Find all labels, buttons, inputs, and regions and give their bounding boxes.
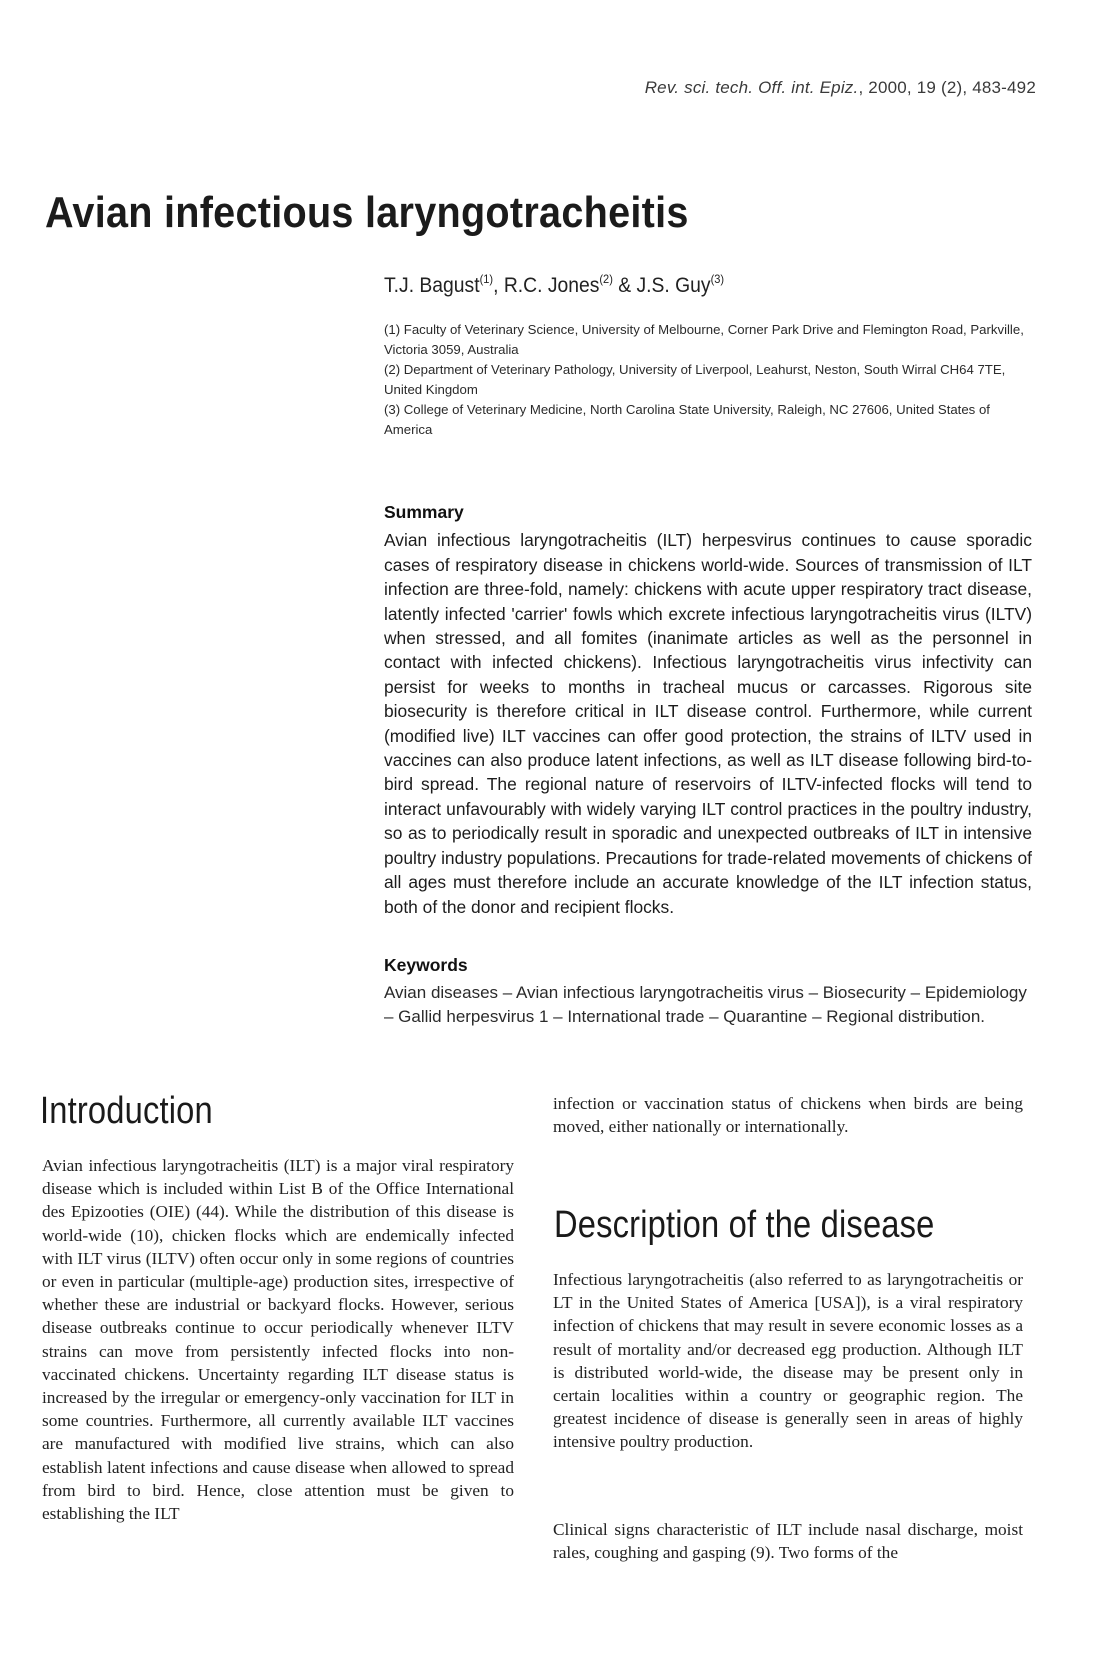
author-name: , R.C. Jones: [493, 274, 600, 297]
author-name: T.J. Bagust: [384, 274, 480, 297]
affiliation-item: (2) Department of Veterinary Pathology, University of Liverpool, Leahurst, Neston, South Wirral CH64 7TE, United Kingdom: [384, 362, 1006, 397]
keywords-heading: Keywords: [384, 955, 468, 975]
citation-details: , 2000, 19 (2), 483-492: [858, 78, 1036, 97]
introduction-heading: Introduction: [40, 1090, 213, 1132]
author-list: [384, 272, 724, 298]
affiliation-marker: (3): [710, 272, 725, 286]
affiliations: [384, 320, 1024, 440]
introduction-continuation: infection or vaccination status of chickens when birds are being moved, either nationally or internationally.: [553, 1094, 1023, 1137]
keywords-section: [384, 953, 1032, 1029]
journal-abbrev: Rev. sci. tech. Off. int. Epiz.: [644, 78, 859, 97]
summary-heading: Summary: [384, 502, 464, 522]
running-head: [645, 78, 1036, 98]
affiliation-marker: (2): [599, 272, 613, 286]
description-paragraph: Infectious laryngotracheitis (also referred to as laryngotracheitis or LT in the United States of America [USA]), is a viral respiratory infection of chickens that may result in severe economic losses as a result of mortality and/or decreased egg production. Although ILT is distributed world-wide, the disease may be present only in certain localities within a country or geographic region. The greatest incidence of disease is generally seen in areas of highly intensive poultry production.: [553, 1270, 1023, 1452]
affiliation-item: (3) College of Veterinary Medicine, North Carolina State University, Raleigh, NC 27606, United States of America: [384, 402, 990, 437]
author-name: & J.S. Guy: [612, 274, 711, 297]
summary-section: [384, 500, 1032, 919]
article-title: Avian infectious laryngotracheitis: [45, 188, 689, 237]
affiliation-item: (1) Faculty of Veterinary Science, University of Melbourne, Corner Park Drive and Flemington Road, Parkville, Victoria 3059, Australia: [384, 322, 1024, 357]
introduction-paragraph: Avian infectious laryngotracheitis (ILT) is a major viral respiratory disease which is included within List B of the Office International des Epizooties (OIE) (44). While the distribution of this disease is world-wide (10), chicken flocks which are endemically infected with ILT virus (ILTV) often occur only in some regions of countries or even in particular (multiple-age) production sites, irrespective of whether these are industrial or backyard flocks. However, serious disease outbreaks continue to occur periodically whenever ILTV strains can move from persistently infected flocks into non-vaccinated chickens. Uncertainty regarding ILT disease status is increased by the irregular or emergency-only vaccination for ILT in some countries. Furthermore, all currently available ILT vaccines are manufactured with modified live strains, which can also establish latent infections and cause disease when allowed to spread from bird to bird. Hence, close attention must be given to establishing the ILT: [42, 1156, 514, 1524]
description-heading: Description of the disease: [554, 1204, 935, 1246]
description-paragraph: Clinical signs characteristic of ILT include nasal discharge, moist rales, coughing and gasping (9). Two forms of the: [553, 1520, 1023, 1563]
keywords-text: Avian diseases – Avian infectious laryngotracheitis virus – Biosecurity – Epidemiology – Gallid herpesvirus 1 – International trade – Quarantine – Regional distribution.: [384, 983, 1027, 1026]
summary-text: Avian infectious laryngotracheitis (ILT) herpesvirus continues to cause sporadic cases of respiratory disease in chickens world-wide. Sources of transmission of ILT infection are three-fold, namely: chickens with acute upper respiratory tract disease, latently infected 'carrier' fowls which excrete infectious laryngotracheitis virus (ILTV) when stressed, and all fomites (inanimate articles as well as the personnel in contact with infected chickens). Infectious laryngotracheitis virus infectivity can persist for weeks to months in tracheal mucus or carcasses. Rigorous site biosecurity is therefore critical in ILT disease control. Furthermore, while current (modified live) ILT vaccines can offer good protection, the strains of ILTV used in vaccines can also produce latent infections, as well as ILT disease following bird-to-bird spread. The regional nature of reservoirs of ILTV-infected flocks will tend to interact unfavourably with widely varying ILT control practices in the poultry industry, so as to periodically result in sporadic and unexpected outbreaks of ILT in intensive poultry industry populations. Precautions for trade-related movements of chickens of all ages must therefore include an accurate knowledge of the ILT infection status, both of the donor and recipient flocks.: [384, 530, 1032, 917]
affiliation-marker: (1): [479, 272, 494, 286]
